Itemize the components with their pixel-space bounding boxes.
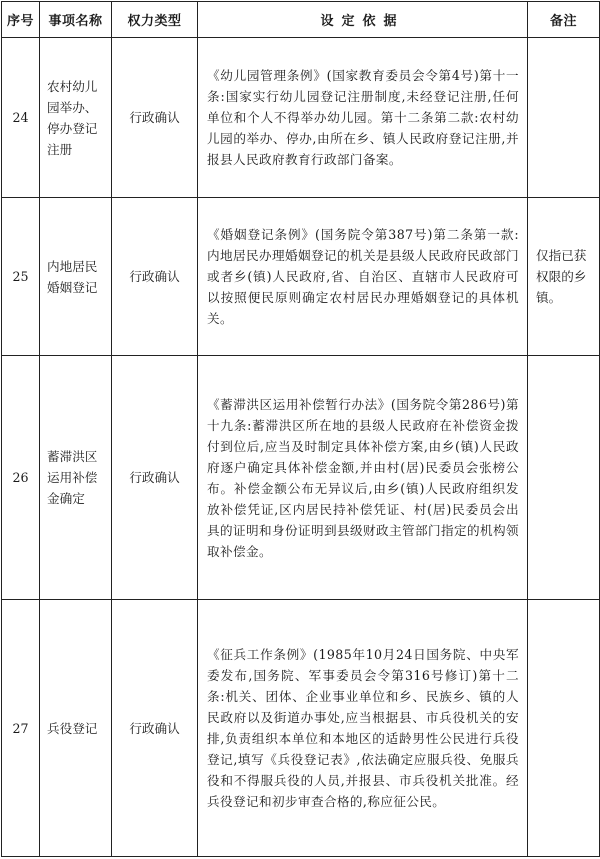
table-row <box>2 600 600 857</box>
power-list-table <box>1 1 600 857</box>
legal-basis-cell: 《幼儿园管理条例》(国家教育委员会令第4号)第十一条:国家实行幼儿园登记注册制度,未经登记注册,任何单位和个人不得举办幼儿园。第十二条第二款:农村幼儿园的举办、停办,由所在乡、镇人民政府登记注册,并报县人民政府教育行政部门备案。 <box>198 38 528 198</box>
header-legal-basis: 设定依据 <box>198 2 528 38</box>
header-power-type: 权力类型 <box>112 2 198 38</box>
table-row <box>2 198 600 356</box>
remarks-cell <box>528 600 600 857</box>
legal-basis-cell: 《征兵工作条例》(1985年10月24日国务院、中央军委发布,国务院、军事委员会令第316号修订)第十二条:机关、团体、企业事业单位和乡、民族乡、镇的人民政府以及街道办事处,应当根据县、市兵役机关的安排,负责组织本单位和本地区的适龄男性公民进行兵役登记,填写《兵役登记表》,依法确定应服兵役、免服兵役和不得服兵役的人员,并报县、市兵役机关批准。经兵役登记和初步审查合格的,称应征公民。 <box>198 600 528 857</box>
item-name-cell: 蓄滞洪区运用补偿金确定 <box>40 356 112 600</box>
power-type-cell: 行政确认 <box>112 356 198 600</box>
table-row <box>2 38 600 198</box>
table-row <box>2 356 600 600</box>
document-page <box>0 1 600 859</box>
item-name-cell: 农村幼儿园举办、停办登记注册 <box>40 38 112 198</box>
serial-number-cell: 26 <box>2 356 40 600</box>
power-type-cell: 行政确认 <box>112 198 198 356</box>
power-type-cell: 行政确认 <box>112 38 198 198</box>
header-remarks: 备注 <box>528 2 600 38</box>
item-name-cell: 兵役登记 <box>40 600 112 857</box>
header-serial-number: 序号 <box>2 2 40 38</box>
legal-basis-cell: 《婚姻登记条例》(国务院令第387号)第二条第一款:内地居民办理婚姻登记的机关是县级人民政府民政部门或者乡(镇)人民政府,省、自治区、直辖市人民政府可以按照便民原则确定农村居民办理婚姻登记的具体机关。 <box>198 198 528 356</box>
serial-number-cell: 25 <box>2 198 40 356</box>
power-type-cell: 行政确认 <box>112 600 198 857</box>
remarks-cell <box>528 356 600 600</box>
remarks-cell <box>528 38 600 198</box>
item-name-cell: 内地居民婚姻登记 <box>40 198 112 356</box>
remarks-cell: 仅指已获权限的乡镇。 <box>528 198 600 356</box>
serial-number-cell: 27 <box>2 600 40 857</box>
serial-number-cell: 24 <box>2 38 40 198</box>
table-header-row <box>2 2 600 38</box>
header-item-name: 事项名称 <box>40 2 112 38</box>
legal-basis-cell: 《蓄滞洪区运用补偿暂行办法》(国务院令第286号)第十九条:蓄滞洪区所在地的县级人民政府在补偿资金拨付到位后,应当及时制定具体补偿方案,由乡(镇)人民政府逐户确定具体补偿金额,并由村(居)民委员会张榜公布。补偿金额公布无异议后,由乡(镇)人民政府组织发放补偿凭证,区内居民持补偿凭证、村(居)民委员会出具的证明和身份证明到县级财政主管部门指定的机构领取补偿金。 <box>198 356 528 600</box>
